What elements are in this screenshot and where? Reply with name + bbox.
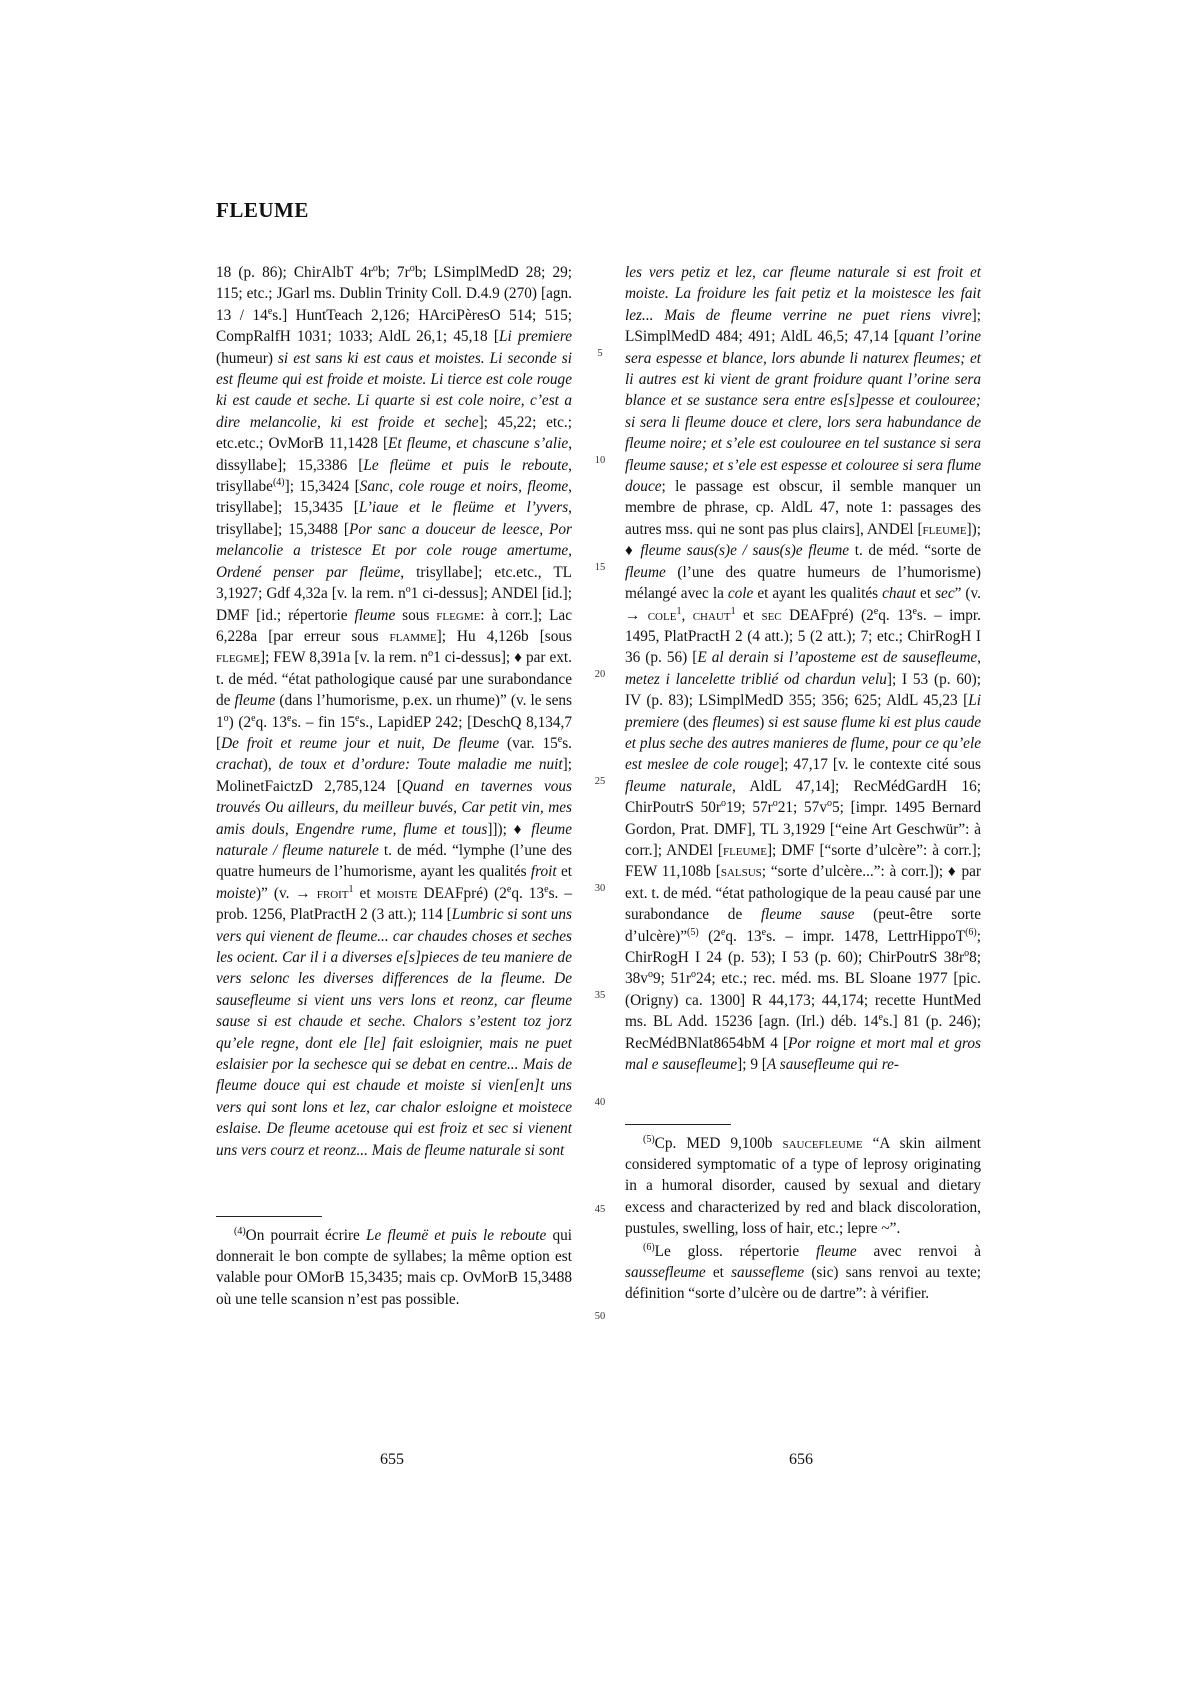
page-number-right: 656: [789, 1451, 813, 1468]
left-column: [216, 262, 572, 1161]
line-number: 15: [594, 562, 606, 573]
headword: FLEUME: [216, 198, 309, 222]
footnotes-left: [216, 1225, 572, 1312]
left-column-text: 18 (p. 86); ChirAlbT $4r^ob$; $7r^ob$; LSimplMedD 28; 29; 115; etc.; JGarl ms. Dublin Trinity Coll. D.4.9 (270) [agn. 13 / 14es.] HuntTeach 2,126; HArciPèresO 514; 515; CompRalfH 1031; 1033; AldL 26,1; 45,18 [Li premiere (humeur) si est sans ki est caus et moistes. Li seconde si est fleume qui est froide et moiste. Li tierce est cole rouge ki est caude et seche. Li quarte si est cole noire, c’est a dire melancolie, ki est froide et seche]; 45,22; etc.; etc.etc.; OvMorB 11,1428 [Et fleume, et chascune s’alie, dissyllabe]; 15,3386 [Le fleüme et puis le reboute, trisyllabe$^{(4)}$]; 15,3424 [Sanc, cole rouge et noirs, fleome, trisyllabe]; 15,3435 [L’iaue et le fleüme et l’yvers, trisyllabe]; 15,3488 [Por sanc a douceur de leesce, Por melancolie a tristesce Et por cole rouge amertume, Ordené penser par fleüme, trisyllabe]; etc.etc., TL 3,1927; Gdf 4,32a [v. la rem. $n^o1$ ci-dessus]; ANDEl [id.]; DMF [id.; répertorie fleume sous flegme: à corr.]; Lac 6,228a [par erreur sous flamme]; Hu 4,126b [sous flegme]; FEW 8,391a [v. la rem. $n^o1$ ci-dessus]; ♦ par ext. t. de méd. “état pathologique causé par une surabondance de fleume (dans l’humorisme, p.ex. un rhume)” (v. le sens 1$^o$) (2eq. 13es. – fin 15es., LapidEP 242; [DeschQ 8,134,7 [De froit et reume jour et nuit, De fleume (var. 15es. crachat), de toux et d’ordure: Toute maladie me nuit]; MolinetFaictzD 2,785,124 [Quand en tavernes vous trouvés Ou ailleurs, du meilleur buvés, Car petit vin, mes amis douls, Engendre rume, flume et tous]]); ♦ fleume naturale / fleume naturele t. de méd. “lymphe (l’une des quatre humeurs de l’humorisme, ayant les qualités froit et moiste)” (v. → froit$^1$ et moiste DEAFpré) (2eq. 13es. – prob. 1256, PlatPractH 2 (3 att.); 114 [Lumbric si sont uns vers qui vienent de fleume... car chaudes choses et seches les ocient. Car il i a diverses e[s]pieces de teu maniere de vers selonc les diverses differences de la fleume. De sausefleume si vient uns vers lons et reonz, car fleume sause si est chaude et seche. Chalors s’estent toz jorz qu’ele regne, dont ele [le] fait esloignier, mais ne puet eslaisier por la sechesce qui se debat en centre... Mais de fleume douce qui est chaude et moiste si vien[en]t uns vers qui sont lons et lez, car chalor esloigne et moistece eslaise. De fleume acetouse qui est froiz et sec si vienent uns vers courz et reonz... Mais de fleume naturale si sont: [216, 262, 573, 1159]
line-number: 50: [594, 1311, 606, 1322]
line-number: 30: [594, 883, 606, 894]
right-column-text: les vers petiz et lez, car fleume naturale si est froit et moiste. La froidure les fait petiz et la moistesce les fait lez... Mais de fleume verrine ne puet riens vivre]; LSimplMedD 484; 491; AldL 46,5; 47,14 [quant l’orine sera espesse et blance, lors abunde li naturex fleumes; et li autres est ki vient de grant froidure quant l’orine sera blance et se sustance sera entre es[s]pesse et coulouree; si sera li fleume douce et clere, lors sera habundance de fleume noire; et s’ele est coulouree en tel sustance si sera fleume sause; et s’ele est espesse et colouree si sera flume douce; le passage est obscur, il semble manquer un membre de phrase, cp. AldL 47, note 1: passages des autres mss. qui ne sont pas plus clairs], ANDEl [fleume]); ♦ fleume saus(s)e / saus(s)e fleume t. de méd. “sorte de fleume (l’une des quatre humeurs de l’humorisme) mélangé avec la cole et ayant les qualités chaut et sec” (v. → cole$^1$, chaut$^1$ et sec DEAFpré) (2eq. 13es. – impr. 1495, PlatPractH 2 (4 att.); 5 (2 att.); 7; etc.; ChirRogH I 36 (p. 56) [E al derain si l’aposteme est de sausefleume, metez i lancelette triblié od chardun velu]; I 53 (p. 60); IV (p. 83); LSimplMedD 355; 356; 625; AldL 45,23 [Li premiere (des fleumes) si est sause flume ki est plus caude et plus seche des autres manieres de flume, pour ce qu’ele est meslee de cole rouge]; 47,17 [v. le contexte cité sous fleume naturale, AldL 47,14]; RecMédGardH 16; ChirPoutrS $50r^o19$; $57r^o21$; $57v^o5$; [impr. 1495 Bernard Gordon, Prat. DMF], TL 3,1929 [“eine Art Geschwür”: à corr.]; ANDEl [fleume]; DMF [“sorte d’ulcère”: à corr.]; FEW 11,108b [salsus; “sorte d’ulcère...”: à corr.]); ♦ par ext. t. de méd. “état pathologique de la peau causé par une surabondance de fleume sause (peut-être sorte d’ulcère)”$^{(5)}$ (2eq. 13es. – impr. 1478, LettrHippoT$^{(6)}$; ChirRogH I 24 (p. 53); I 53 (p. 60); ChirPoutrS $38r^o8$; $38v^o9$; $51r^o24$; etc.; rec. méd. ms. BL Sloane 1977 [pic. (Origny) ca. 1300] R 44,173; 44,174; recette HuntMed ms. BL Add. 15236 [agn. (Irl.) déb. 14es.] 81 (p. 246); RecMédBNlat8654bM 4 [Por roigne et mort mal et gros mal e sausefleume]; 9 [A sausefleume qui re-: [625, 264, 982, 1074]
footnote-rule-left: [216, 1216, 322, 1217]
page-number-left: 655: [380, 1451, 404, 1468]
line-number: 45: [594, 1204, 606, 1215]
footnotes-right: [625, 1133, 981, 1307]
line-number: 20: [594, 669, 606, 680]
line-number: 25: [594, 776, 606, 787]
line-number: 40: [594, 1097, 606, 1108]
right-column: [625, 262, 981, 1075]
footnote-6: $^{(6)}$Le gloss. répertorie fleume avec renvoi à saussefleume et saussefleme (sic) sans renvoi au texte; définition “sorte d’ulcère ou de dartre”: à vérifier.: [625, 1241, 981, 1303]
footnote-rule-right: [625, 1124, 731, 1125]
line-number: 5: [597, 348, 603, 359]
line-number: 35: [594, 990, 606, 1001]
footnote-4: $^{(4)}$On pourrait écrire Le fleumë et puis le reboute qui donnerait le bon compte de syllabes; la même option est valable pour OMorB 15,3435; mais cp. OvMorB 15,3488 où une telle scansion n’est pas possible.: [216, 1225, 573, 1308]
line-number: 10: [594, 455, 606, 466]
footnote-5: $^{(5)}$Cp. MED 9,100b saucefleume “A skin ailment considered symptomatic of a type of leprosy originating in a humoral disorder, caused by sexual and dietary excess and characterized by red and black discoloration, pustules, swelling, loss of hair, etc.; lepre ~”.: [625, 1133, 981, 1237]
